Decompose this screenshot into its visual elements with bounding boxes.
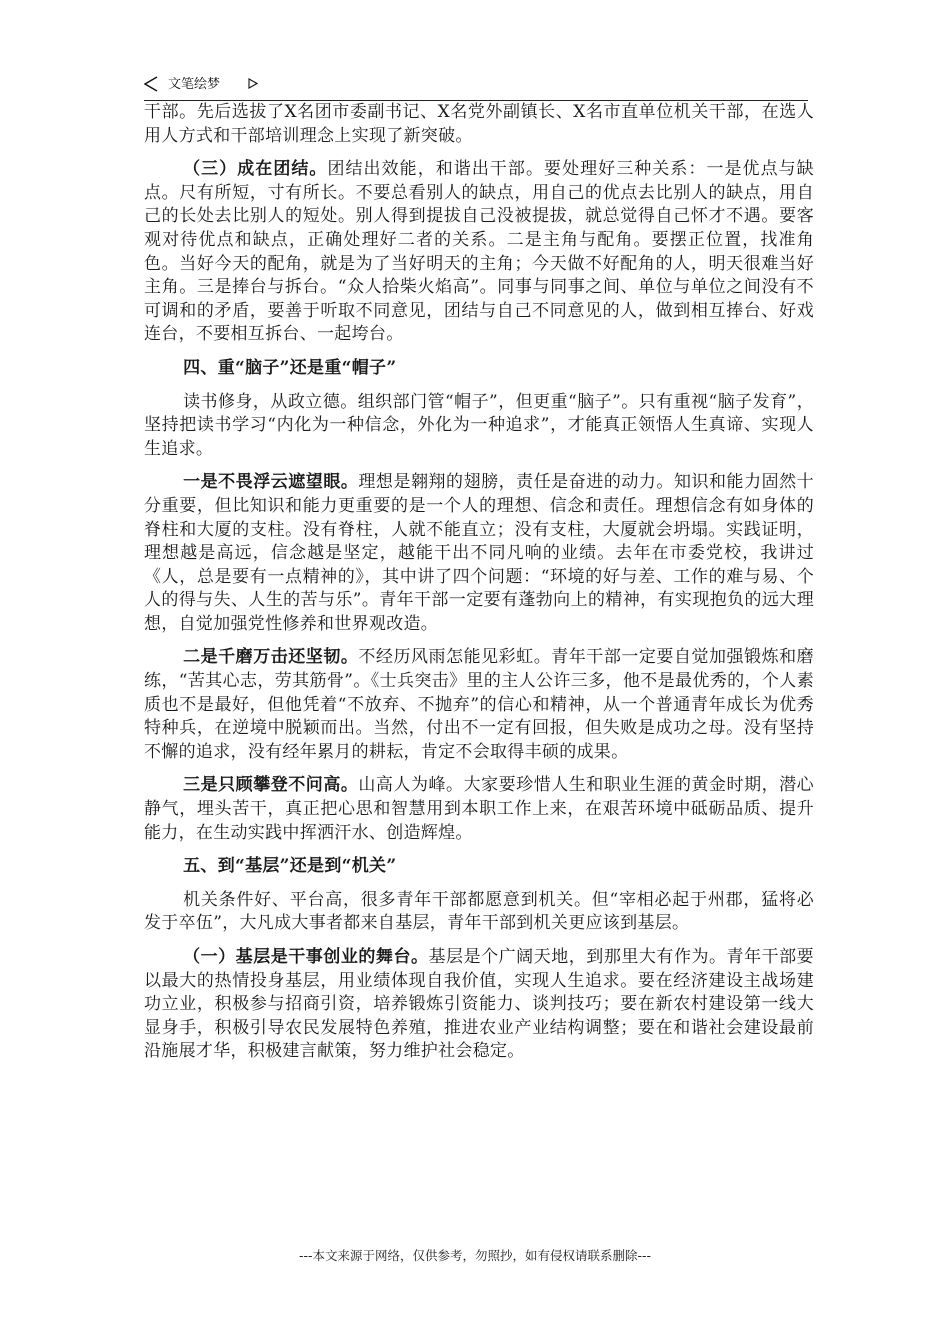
paragraph-lead: （一）基层是干事创业的舞台。 bbox=[183, 947, 429, 967]
paragraph-grassroots-stage bbox=[144, 946, 814, 1064]
left-triangle-icon bbox=[144, 76, 158, 92]
section-heading-4 bbox=[144, 357, 814, 381]
paragraph-text: 山高人为峰。大家要珍惜人生和职业生涯的黄金时期，潜心静气，埋头苦干，真正把心思和智慧用到本职工作上来，在艰苦环境中砥砺品质、提升能力，在生动实践中挥洒汗水、创造辉煌。 bbox=[144, 775, 814, 843]
header-title: 文笔绘梦 bbox=[168, 77, 221, 92]
paragraph-text: 理想是翱翔的翅膀，责任是奋进的动力。知识和能力固然十分重要，但比知识和能力更重要的是一个人的理想、信念和责任。理想信念有如身体的脊柱和大厦的支柱。没有脊柱，人就不能直立；没有支柱，大厦就会坍塌。实践证明，理想越是高远，信念越是坚定，越能干出不同凡响的业绩。去年在市委党校，我讲过《人，总是要有一点精神的》，其中讲了四个问题：“环境的好与差、工作的难与易、个人的得与失、人生的苦与乐”。青年干部一定要有蓬勃向上的精神，有实现抱负的远大理想，自觉加强党性修养和世界观改造。 bbox=[144, 472, 814, 634]
paragraph-lead: 三是只顾攀登不问高。 bbox=[183, 775, 359, 796]
paragraph-study bbox=[144, 391, 814, 462]
paragraph-point-1 bbox=[144, 471, 814, 636]
paragraph-unity bbox=[144, 158, 814, 347]
paragraph-continuation bbox=[144, 101, 814, 148]
paragraph-lead: 二是千磨万击还坚韧。 bbox=[183, 647, 359, 668]
paragraph-text: 不经历风雨怎能见彩虹。青年干部一定要自觉加强锻炼和磨练，“苦其心志，劳其筋骨”。《士兵突击》里的主人公许三多，他不是最优秀的，个人素质也不是最好，但他凭着“不放弃、不抛弃”的信心和精神，从一个普通青年成长为优秀特种兵，在逆境中脱颖而出。当然，付出不一定有回报，但失败是成功之母。没有坚持不懈的追求，没有经年累月的耕耘，肯定不会取得丰硕的成果。 bbox=[144, 647, 814, 762]
paragraph-grassroots-intro bbox=[144, 889, 814, 936]
page-header bbox=[144, 72, 808, 101]
document-body bbox=[144, 101, 814, 1074]
paragraph-point-3 bbox=[144, 774, 814, 845]
section-heading-text: 五、到“基层”还是到“机关” bbox=[183, 856, 397, 877]
paragraph-text: 读书修身，从政立德。组织部门管“帽子”，但更重“脑子”。只有重视“脑子发育”，坚持把读书学习“内化为一种信念，外化为一种追求”，才能真正领悟人生真谛、实现人生追求。 bbox=[144, 391, 814, 459]
paragraph-point-2 bbox=[144, 646, 814, 764]
page-footer bbox=[0, 1246, 950, 1264]
paragraph-text: 基层是个广阔天地，到那里大有作为。青年干部要以最大的热情投身基层，用业绩体现自我价值，实现人生追求。要在经济建设主战场建功立业，积极参与招商引资，培养锻炼引资能力、谈判技巧；要在新农村建设第一线大显身手，积极引导农民发展特色养殖，推进农业产业结构调整；要在和谐社会建设最前沿施展才华，积极建言献策，努力维护社会稳定。 bbox=[144, 947, 814, 1062]
paragraph-text: 干部。先后选拔了X名团市委副书记、X名党外副镇长、X名市直单位机关干部，在选人用人方式和干部培训理念上实现了新突破。 bbox=[144, 102, 814, 146]
paragraph-text: 机关条件好、平台高，很多青年干部都愿意到机关。但“宰相必起于州郡，猛将必发于卒伍”，大凡成大事者都来自基层，青年干部到机关更应该到基层。 bbox=[144, 889, 814, 934]
copyright-notice: ---本文来源于网络，仅供参考，勿照抄，如有侵权请联系删除--- bbox=[298, 1248, 652, 1263]
section-heading-text: 四、重“脑子”还是重“帽子” bbox=[183, 357, 397, 378]
paragraph-text: 团结出效能，和谐出干部。要处理好三种关系：一是优点与缺点。尺有所短，寸有所长。不要总看别人的缺点，用自己的优点去比别人的缺点，用自己的长处去比别人的短处。别人得到提拔自己没被提拔，就总觉得自己怀才不遇。要客观对待优点和缺点，正确处理好二者的关系。二是主角与配角。要摆正位置，找准角色。当好今天的配角，就是为了当好明天的主角；今天做不好配角的人，明天很难当好主角。三是捧台与拆台。“众人拾柴火焰高”。同事与同事之间、单位与单位之间没有不可调和的矛盾，要善于听取不同意见，团结与自己不同意见的人，做到相互捧台、好戏连台，不要相互拆台、一起垮台。 bbox=[144, 159, 814, 345]
paragraph-lead: （三）成在团结。 bbox=[183, 159, 328, 180]
paragraph-lead: 一是不畏浮云遮望眼。 bbox=[183, 472, 359, 493]
right-triangle-icon bbox=[248, 78, 258, 89]
section-heading-5 bbox=[144, 855, 814, 879]
